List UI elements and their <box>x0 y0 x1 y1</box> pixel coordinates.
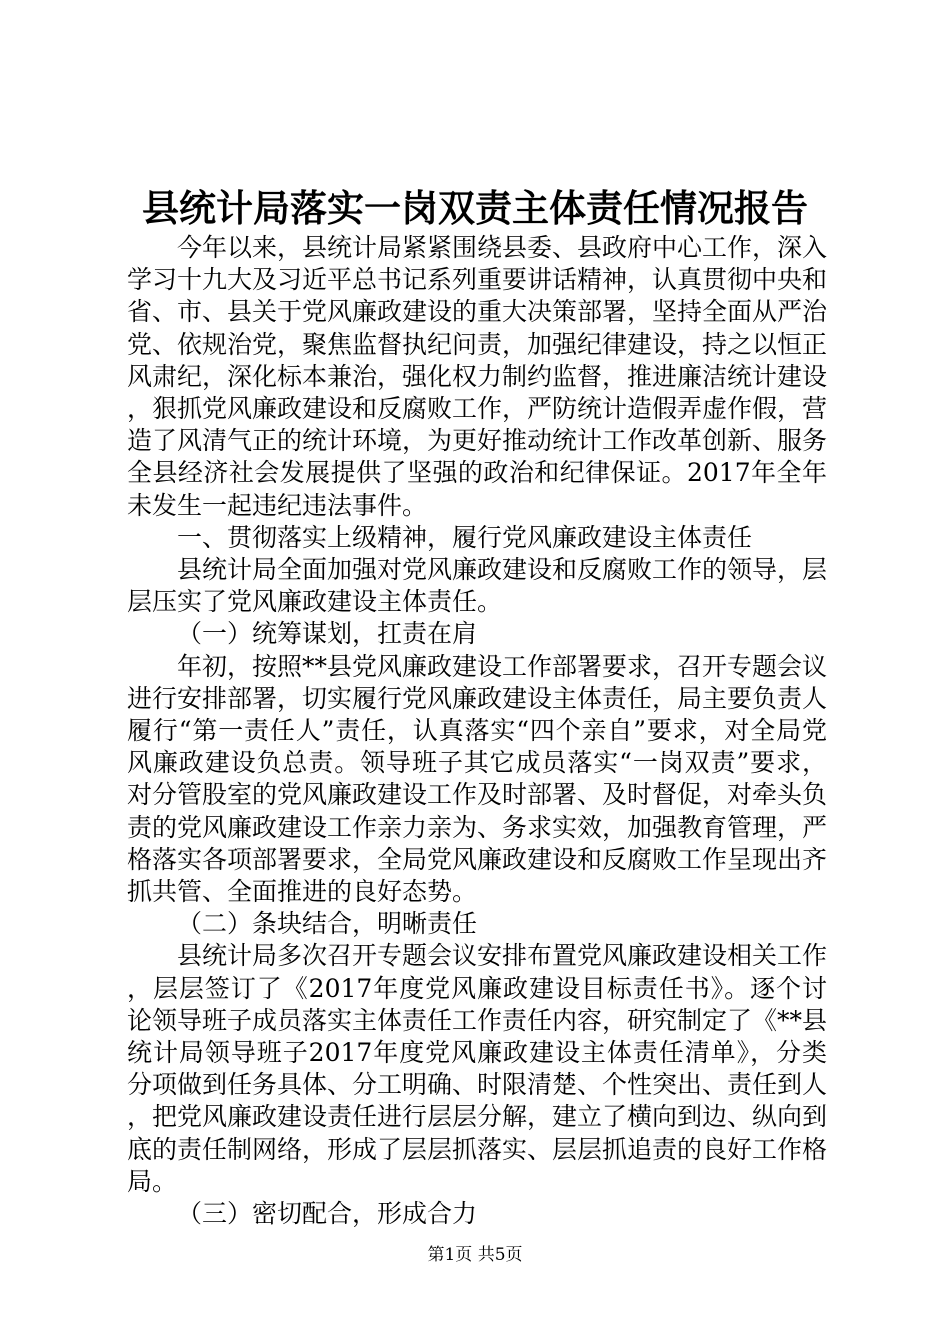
subsection-1-paragraph: 年初，按照**县党风廉政建设工作部署要求，召开专题会议进行安排部署，切实履行党风廉政建设主体责任，局主要负责人履行“第一责任人”责任，认真落实“四个亲自”要求，对全局党风廉政建设负总责。领导班子其它成员落实“一岗双责”要求，对分管股室的党风廉政建设工作及时部署、及时督促，对牵头负责的党风廉政建设工作亲力亲为、务求实效，加强教育管理，严格落实各项部署要求，全局党风廉政建设和反腐败工作呈现出齐抓共管、全面推进的良好态势。 <box>127 651 828 907</box>
page-footer: 第1页 共5页 <box>427 1245 523 1265</box>
intro-paragraph: 今年以来，县统计局紧紧围绕县委、县政府中心工作，深入学习十九大及习近平总书记系列重要讲话精神，认真贯彻中央和省、市、县关于党风廉政建设的重大决策部署，坚持全面从严治党、依规治党，聚焦监督执纪问责，加强纪律建设，持之以恒正风肃纪，深化标本兼治，强化权力制约监督，推进廉洁统计建设，狠抓党风廉政建设和反腐败工作，严防统计造假弄虚作假，营造了风清气正的统计环境，为更好推动统计工作改革创新、服务全县经济社会发展提供了坚强的政治和纪律保证。2017年全年未发生一起违纪违法事件。 <box>127 233 828 520</box>
subsection-3-heading: （三）密切配合，形成合力 <box>177 1199 478 1229</box>
document-title: 县统计局落实一岗双责主体责任情况报告 <box>142 186 808 230</box>
subsection-2-paragraph: 县统计局多次召开专题会议安排布置党风廉政建设相关工作，层层签订了《2017年度党风廉政建设目标责任书》。逐个讨论领导班子成员落实主体责任工作责任内容，研究制定了《**县统计局领导班子2017年度党风廉政建设主体责任清单》，分类分项做到任务具体、分工明确、时限清楚、个性突出、责任到人，把党风廉政建设责任进行层层分解，建立了横向到边、纵向到底的责任制网络，形成了层层抓落实、层层抓追责的良好工作格局。 <box>127 941 828 1196</box>
document-body <box>127 232 827 1230</box>
section-1-heading: 一、贯彻落实上级精神，履行党风廉政建设主体责任 <box>177 522 753 552</box>
subsection-1-heading: （一）统筹谋划，扛责在肩 <box>177 619 478 649</box>
section-1-paragraph: 县统计局全面加强对党风廉政建设和反腐败工作的领导，层层压实了党风廉政建设主体责任。 <box>127 555 828 617</box>
subsection-2-heading: （二）条块结合，明晰责任 <box>177 909 478 939</box>
